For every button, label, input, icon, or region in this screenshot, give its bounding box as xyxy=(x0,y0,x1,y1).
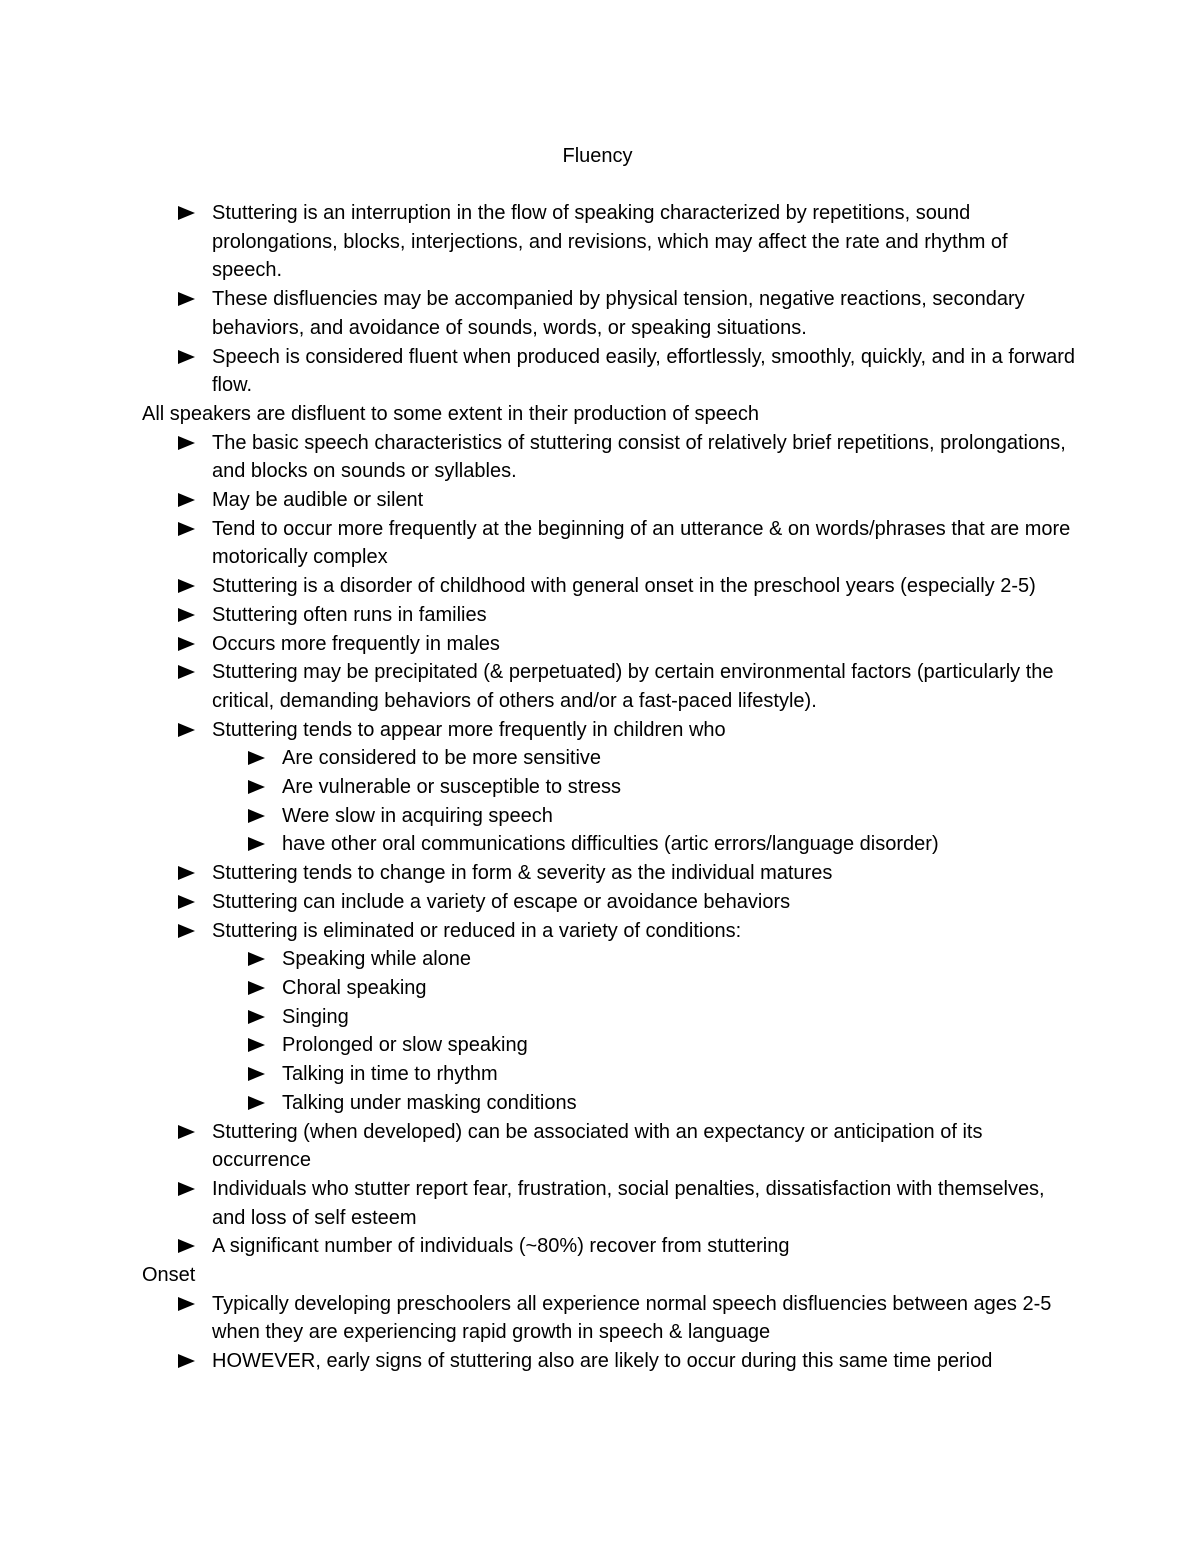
bullet-arrow-icon xyxy=(178,1354,195,1368)
bullet-arrow-icon xyxy=(248,751,265,765)
bullet-arrow-icon xyxy=(178,350,195,364)
list-item: Choral speaking xyxy=(282,974,1082,1003)
bullet-arrow-icon xyxy=(178,895,195,909)
list-item: Speaking while alone xyxy=(282,945,1082,974)
all-speakers-bullet-list xyxy=(142,429,1082,1261)
list-item: Stuttering tends to change in form & severity as the individual matures xyxy=(212,859,1082,888)
bullet-arrow-icon xyxy=(248,780,265,794)
list-item: Singing xyxy=(282,1003,1082,1032)
list-item: Stuttering (when developed) can be associated with an expectancy or anticipation of its occurrence xyxy=(212,1118,1082,1175)
bullet-arrow-icon xyxy=(248,1096,265,1110)
list-item: Stuttering is an interruption in the flow of speaking characterized by repetitions, sound prolongations, blocks, interjections, and revisions, which may affect the rate and rhythm of speech. xyxy=(212,199,1082,285)
bullet-arrow-icon xyxy=(178,1182,195,1196)
bullet-arrow-icon xyxy=(178,1125,195,1139)
bullet-arrow-icon xyxy=(178,292,195,306)
bullet-arrow-icon xyxy=(248,1038,265,1052)
list-item: The basic speech characteristics of stuttering consist of relatively brief repetitions, prolongations, and blocks on sounds or syllables. xyxy=(212,429,1082,486)
list-item: Stuttering tends to appear more frequently in children who Are considered to be more sensitive Are vulnerable or susceptible to stress Were slow in acquiring speech have other oral communications difficulties (artic errors/language disorder) xyxy=(212,716,1082,860)
list-item: A significant number of individuals (~80%) recover from stuttering xyxy=(212,1232,1082,1261)
page-title: Fluency xyxy=(562,145,633,167)
list-item: Talking in time to rhythm xyxy=(282,1060,1082,1089)
bullet-arrow-icon xyxy=(248,952,265,966)
list-item: Talking under masking conditions xyxy=(282,1089,1082,1118)
section-heading-all-speakers: All speakers are disfluent to some extent in their production of speech xyxy=(142,402,760,425)
list-item: Stuttering may be precipitated (& perpetuated) by certain environmental factors (particularly the critical, demanding behaviors of others and/or a fast-paced lifestyle). xyxy=(212,658,1082,715)
bullet-arrow-icon xyxy=(178,608,195,622)
children-who-sub-list xyxy=(212,744,1082,859)
list-item: Are vulnerable or susceptible to stress xyxy=(282,773,1082,802)
bullet-arrow-icon xyxy=(248,981,265,995)
list-item: Typically developing preschoolers all experience normal speech disfluencies between ages 2-5 when they are experiencing rapid growth in speech & language xyxy=(212,1290,1082,1347)
list-item: HOWEVER, early signs of stuttering also are likely to occur during this same time period xyxy=(212,1347,1082,1376)
list-item: Are considered to be more sensitive xyxy=(282,744,1082,773)
bullet-arrow-icon xyxy=(248,1067,265,1081)
bullet-arrow-icon xyxy=(248,837,265,851)
list-item: Prolonged or slow speaking xyxy=(282,1031,1082,1060)
bullet-arrow-icon xyxy=(178,522,195,536)
bullet-arrow-icon xyxy=(178,1297,195,1311)
bullet-arrow-icon xyxy=(178,637,195,651)
bullet-arrow-icon xyxy=(178,866,195,880)
list-item: Individuals who stutter report fear, frustration, social penalties, dissatisfaction with themselves, and loss of self esteem xyxy=(212,1175,1082,1232)
bullet-arrow-icon xyxy=(178,579,195,593)
list-item: Stuttering is eliminated or reduced in a variety of conditions: Speaking while alone Choral speaking Singing Prolonged or slow speaking Talking in time to rhythm Talking under masking conditions xyxy=(212,917,1082,1118)
bullet-arrow-icon xyxy=(178,665,195,679)
list-item: Stuttering can include a variety of escape or avoidance behaviors xyxy=(212,888,1082,917)
bullet-arrow-icon xyxy=(248,1010,265,1024)
bullet-arrow-icon xyxy=(178,436,195,450)
list-item: Stuttering often runs in families xyxy=(212,601,1082,630)
bullet-arrow-icon xyxy=(178,723,195,737)
list-item: May be audible or silent xyxy=(212,486,1082,515)
bullet-arrow-icon xyxy=(178,493,195,507)
bullet-arrow-icon xyxy=(178,1239,195,1253)
conditions-sub-list xyxy=(212,945,1082,1117)
bullet-arrow-icon xyxy=(178,206,195,220)
bullet-arrow-icon xyxy=(248,809,265,823)
document-body xyxy=(142,199,1082,1376)
list-item: Tend to occur more frequently at the beginning of an utterance & on words/phrases that are more motorically complex xyxy=(212,515,1082,572)
bullet-arrow-icon xyxy=(178,924,195,938)
list-item: Speech is considered fluent when produced easily, effortlessly, smoothly, quickly, and in a forward flow. xyxy=(212,343,1082,400)
section-heading-onset: Onset xyxy=(142,1264,196,1287)
list-item: have other oral communications difficulties (artic errors/language disorder) xyxy=(282,830,1082,859)
list-item: Occurs more frequently in males xyxy=(212,630,1082,659)
onset-bullet-list xyxy=(142,1290,1082,1376)
list-item: Were slow in acquiring speech xyxy=(282,802,1082,831)
list-item: These disfluencies may be accompanied by physical tension, negative reactions, secondary behaviors, and avoidance of sounds, words, or speaking situations. xyxy=(212,285,1082,342)
intro-bullet-list xyxy=(142,199,1082,400)
list-item: Stuttering is a disorder of childhood with general onset in the preschool years (especially 2-5) xyxy=(212,572,1082,601)
